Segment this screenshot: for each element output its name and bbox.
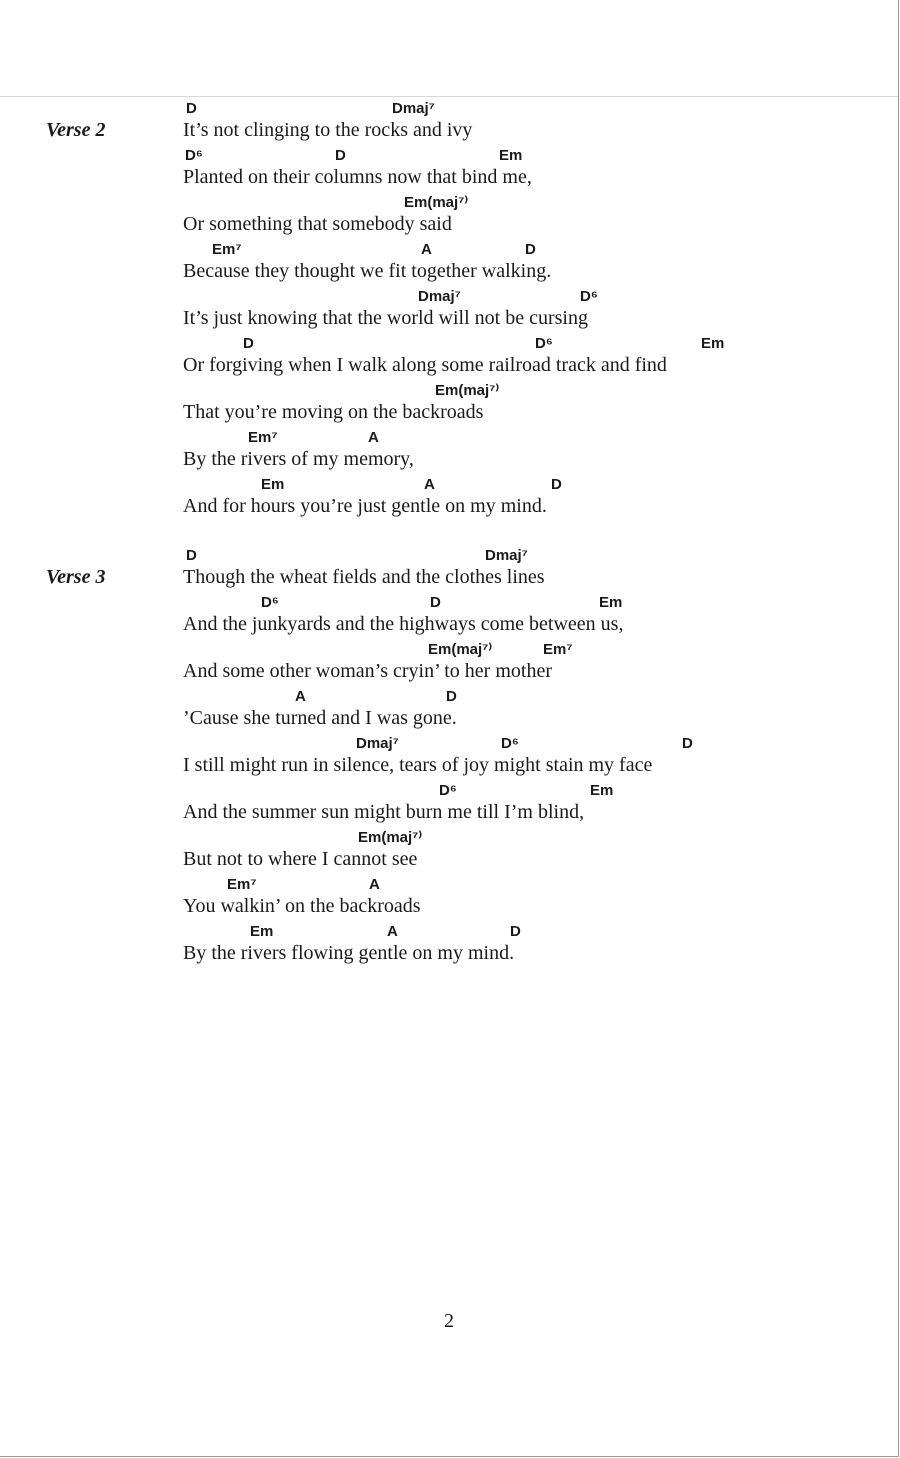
chord: Em bbox=[499, 147, 523, 164]
lyric-line: By the rivers flowing gentle on my mind. bbox=[183, 942, 515, 964]
chord: D bbox=[243, 335, 254, 352]
chord: Dmaj⁷ bbox=[418, 288, 461, 305]
chord: D bbox=[430, 594, 441, 611]
chord: D⁶ bbox=[185, 147, 203, 164]
lyric-line: It’s not clinging to the rocks and ivy bbox=[183, 119, 473, 141]
chord: D⁶ bbox=[501, 735, 519, 752]
chord: D⁶ bbox=[261, 594, 279, 611]
chord: D⁶ bbox=[580, 288, 598, 305]
lyric-line: Or something that somebody said bbox=[183, 213, 452, 235]
lyric-line: Planted on their columns now that bind me, bbox=[183, 166, 532, 188]
chord: Em bbox=[701, 335, 725, 352]
chord: Dmaj⁷ bbox=[392, 100, 435, 117]
chord: A bbox=[295, 688, 306, 705]
lyric-line: That you’re moving on the backroads bbox=[183, 401, 484, 423]
top-rule bbox=[0, 96, 898, 97]
chord: A bbox=[369, 876, 380, 893]
chord: D bbox=[335, 147, 346, 164]
chord: Em bbox=[590, 782, 614, 799]
chord: Dmaj⁷ bbox=[485, 547, 528, 564]
chord: A bbox=[421, 241, 432, 258]
chord: D bbox=[186, 100, 197, 117]
chord: D⁶ bbox=[535, 335, 553, 352]
lyric-line: And some other woman’s cryin’ to her mother bbox=[183, 660, 552, 682]
chord: Em⁷ bbox=[227, 876, 257, 893]
chord: A bbox=[424, 476, 435, 493]
chord: Em bbox=[599, 594, 623, 611]
chord: Em bbox=[261, 476, 285, 493]
verse-label: Verse 2 bbox=[46, 119, 106, 141]
chord: A bbox=[368, 429, 379, 446]
chord: Dmaj⁷ bbox=[356, 735, 399, 752]
lyric-line: I still might run in silence, tears of joy might stain my face bbox=[183, 754, 653, 776]
lyric-line: Or forgiving when I walk along some railroad track and find bbox=[183, 354, 667, 376]
lyric-line: By the rivers of my memory, bbox=[183, 448, 414, 470]
chord: Em(maj⁷⁾ bbox=[428, 641, 493, 658]
chord: Em⁷ bbox=[248, 429, 278, 446]
chord: Em⁷ bbox=[212, 241, 242, 258]
chord: D bbox=[682, 735, 693, 752]
chord: Em⁷ bbox=[543, 641, 573, 658]
lyric-line: You walkin’ on the backroads bbox=[183, 895, 421, 917]
chord: D bbox=[510, 923, 521, 940]
lyric-line: Though the wheat fields and the clothes lines bbox=[183, 566, 545, 588]
chord: Em(maj⁷⁾ bbox=[404, 194, 469, 211]
chord: D bbox=[525, 241, 536, 258]
lyric-line: But not to where I cannot see bbox=[183, 848, 418, 870]
chord: D bbox=[551, 476, 562, 493]
lyric-line: And for hours you’re just gentle on my mind. bbox=[183, 495, 547, 517]
chord: A bbox=[387, 923, 398, 940]
chord: Em(maj⁷⁾ bbox=[358, 829, 423, 846]
lyric-line: Because they thought we fit together walking. bbox=[183, 260, 552, 282]
chord: D⁶ bbox=[439, 782, 457, 799]
lyric-line: And the junkyards and the highways come between us, bbox=[183, 613, 624, 635]
lyric-line: ’Cause she turned and I was gone. bbox=[183, 707, 457, 729]
lyric-line: And the summer sun might burn me till I’m blind, bbox=[183, 801, 585, 823]
verse-label: Verse 3 bbox=[46, 566, 106, 588]
lyric-line: It’s just knowing that the world will not be cursing bbox=[183, 307, 588, 329]
chord: D bbox=[186, 547, 197, 564]
chord: Em bbox=[250, 923, 274, 940]
page-number: 2 bbox=[444, 1310, 454, 1332]
chord: D bbox=[446, 688, 457, 705]
chord: Em(maj⁷⁾ bbox=[435, 382, 500, 399]
